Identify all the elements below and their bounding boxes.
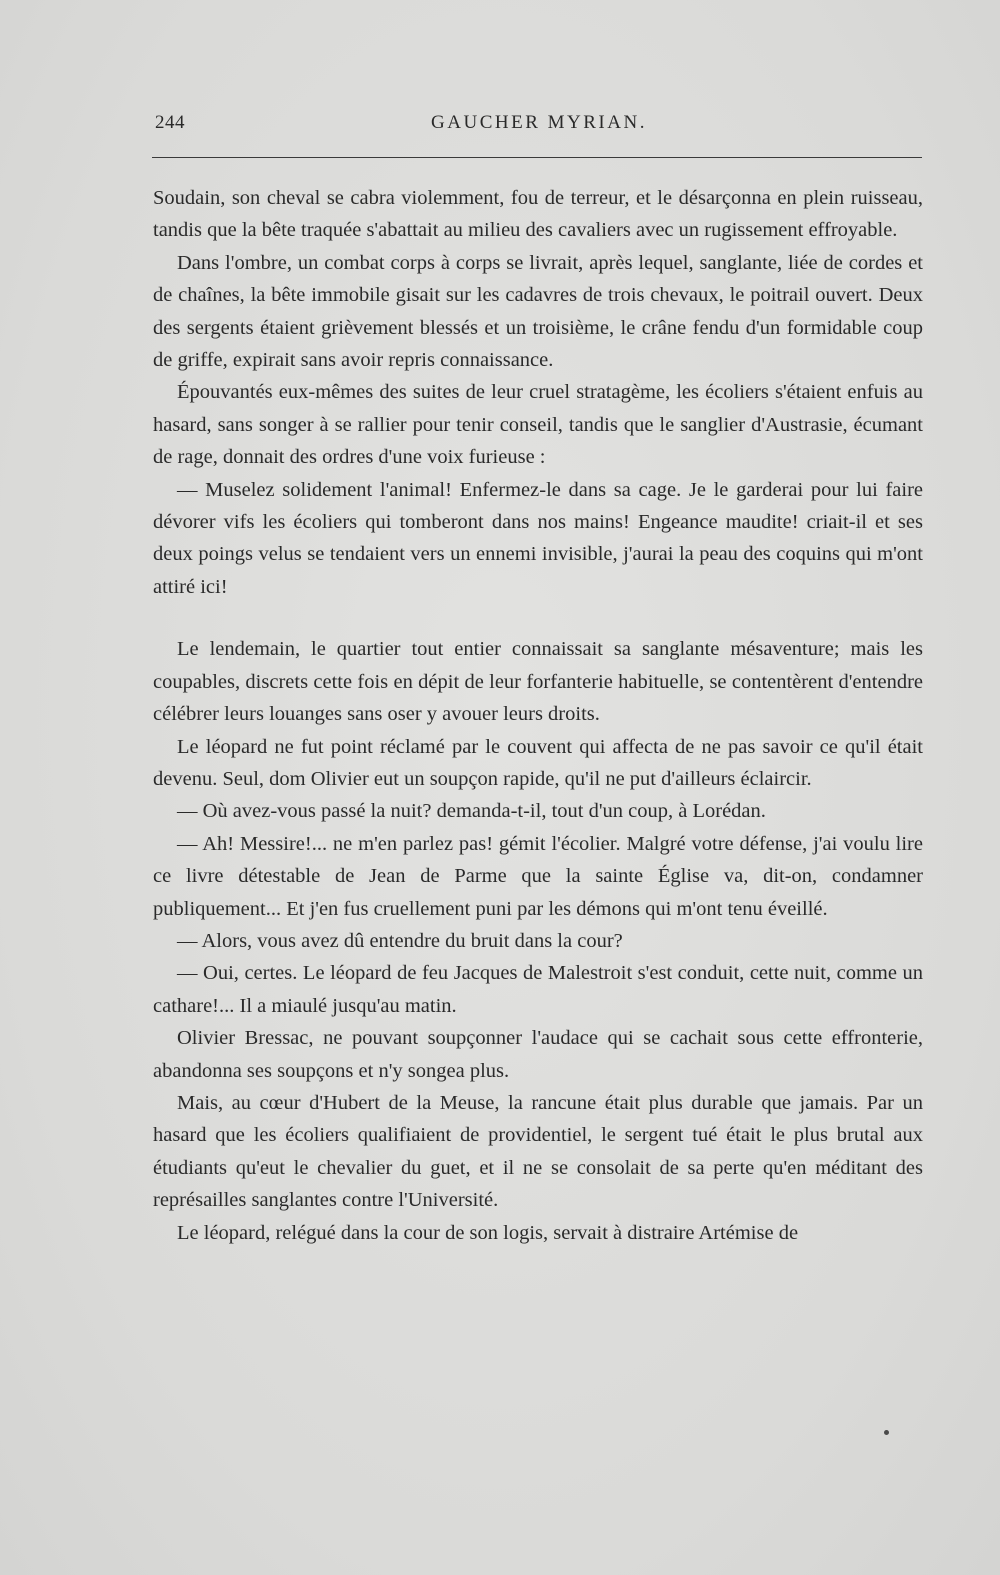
paragraph-2: Dans l'ombre, un combat corps à corps se livrait, après lequel, sanglante, liée de cordes et de chaînes, la bête immobile gisait sur les cadavres de trois chevaux, le poitrail ouvert. Deux des sergents étaient grièvement blessés et un troisième, le crâne fendu d'un formidable coup de griffe, expirait sans avoir repris connaissance. [153, 251, 923, 372]
paragraph-4: — Muselez solidement l'animal! Enfermez-le dans sa cage. Je le garderai pour lui faire dévorer vifs les écoliers qui tomberont dans nos mains! Engeance maudite! criait-il et ses deux poings velus se tendaient vers un ennemi invisible, j'aurai la peau des coquins qui m'ont attiré ici! [153, 478, 923, 598]
ink-speck [884, 1430, 889, 1435]
paragraph-8: — Ah! Messire!... ne m'en parlez pas! gémit l'écolier. Malgré votre défense, j'ai voulu lire ce livre détestable de Jean de Parme que la sainte Église va, dit-on, condamner publiquement... Et j'en fus cruellement puni par les démons qui m'ont tenu éveillé. [153, 832, 923, 920]
paragraph-9: — Alors, vous avez dû entendre du bruit dans la cour? [177, 929, 623, 952]
paragraph-10: — Oui, certes. Le léopard de feu Jacques de Malestroit s'est conduit, cette nuit, comme un cathare!... Il a miaulé jusqu'au matin. [153, 962, 923, 1017]
paragraph-13: Le léopard, relégué dans la cour de son logis, servait à distraire Artémise de [177, 1221, 799, 1244]
paragraph-5: Le lendemain, le quartier tout entier connaissait sa sanglante mésaventure; mais les coupables, discrets cette fois en dépit de leur forfanterie habituelle, se contentèrent d'entendre célébrer leurs louanges sans oser y avouer leurs droits. [153, 638, 923, 726]
paragraph-7: — Où avez-vous passé la nuit? demanda-t-il, tout d'un coup, à Lorédan. [177, 800, 766, 823]
paragraph-6: Le léopard ne fut point réclamé par le couvent qui affecta de ne pas savoir ce qu'il était devenu. Seul, dom Olivier eut un soupçon rapide, qu'il ne put d'ailleurs éclaircir. [153, 735, 923, 790]
page-number: 244 [155, 112, 185, 133]
page-header [155, 112, 923, 142]
body-text [153, 182, 923, 1249]
paragraph-11: Olivier Bressac, ne pouvant soupçonner l'audace qui se cachait sous cette effronterie, abandonna ses soupçons et n'y songea plus. [153, 1027, 923, 1082]
paragraph-1: Soudain, son cheval se cabra violemment, fou de terreur, et le désarçonna en plein ruisseau, tandis que la bête traquée s'abattait au milieu des cavaliers avec un rugissement effroyable. [153, 187, 923, 242]
paragraph-3: Épouvantés eux-mêmes des suites de leur cruel stratagème, les écoliers s'étaient enfuis au hasard, sans songer à se rallier pour tenir conseil, tandis que le sanglier d'Austrasie, écumant de rage, donnait des ordres d'une voix furieuse : [153, 381, 923, 469]
paragraph-12: Mais, au cœur d'Hubert de la Meuse, la rancune était plus durable que jamais. Par un hasard que les écoliers qualifiaient de providentiel, le sergent tué était le plus brutal aux étudiants qu'eut le chevalier du guet, et il ne se consolait de sa perte qu'en méditant des représailles sanglantes contre l'Université. [153, 1091, 923, 1212]
header-rule [152, 157, 922, 158]
running-title: GAUCHER MYRIAN. [431, 112, 647, 133]
